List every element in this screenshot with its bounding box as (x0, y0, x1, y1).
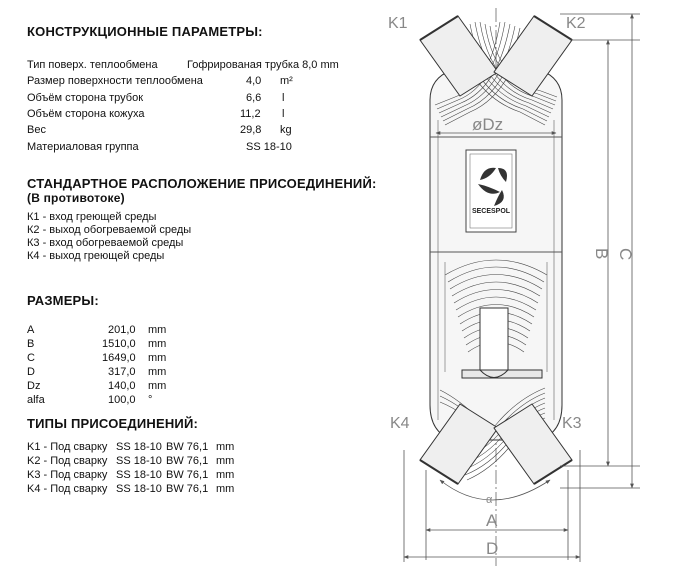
dim-value: 317,0 (108, 366, 136, 378)
param-label: Материаловая группа (27, 141, 139, 153)
label-c: C (616, 248, 635, 261)
seceespol-logo (466, 150, 516, 232)
connection-material: SS 18-10 (116, 441, 162, 453)
label-a: A (486, 511, 498, 530)
list-item: К3 - вход обогреваемой среды (27, 237, 184, 249)
layout-title: СТАНДАРТНОЕ РАСПОЛОЖЕНИЕ ПРИСОЕДИНЕНИЙ: (27, 176, 377, 191)
dim-value: 100,0 (108, 394, 136, 406)
param-unit: kg (280, 124, 292, 136)
param-unit: m² (280, 75, 293, 87)
param-unit: l (282, 108, 285, 120)
label-dz: øDz (472, 115, 504, 134)
connections-title: ТИПЫ ПРИСОЕДИНЕНИЙ: (27, 416, 199, 431)
dim-label: C (27, 352, 35, 364)
param-label: Объём сторона кожуха (27, 108, 145, 120)
connection-size: BW 76,1 (166, 455, 209, 467)
params-title: КОНСТРУКЦИОННЫЕ ПАРАМЕТРЫ: (27, 24, 263, 39)
param-label: Объём сторона трубок (27, 92, 144, 104)
layout-subtitle: (В противотоке) (27, 191, 125, 205)
list-item: К1 - вход греющей среды (27, 211, 157, 223)
logo-text: SECESPOL (471, 208, 511, 215)
dim-label: A (27, 324, 35, 336)
connection-size: BW 76,1 (166, 483, 209, 495)
label-k1: K1 (388, 15, 408, 32)
dim-label: Dz (27, 380, 41, 392)
param-value: 29,8 (240, 124, 262, 136)
connection-name: K3 - Под сварку (27, 469, 108, 481)
connection-name: K4 - Под сварку (27, 483, 108, 495)
dim-unit: mm (148, 366, 167, 378)
dim-value: 140,0 (108, 380, 136, 392)
list-item: К2 - выход обогреваемой среды (27, 224, 192, 236)
dim-unit: mm (148, 324, 167, 336)
param-value: SS 18-10 (246, 141, 292, 153)
label-k2: K2 (566, 15, 586, 32)
connection-unit: mm (216, 469, 235, 481)
label-alpha: α (486, 494, 493, 506)
dim-unit: mm (148, 338, 167, 350)
connection-size: BW 76,1 (166, 441, 209, 453)
dim-unit: mm (148, 352, 167, 364)
connection-name: K1 - Под сварку (27, 441, 108, 453)
param-value: Гофрированая трубка 8,0 mm (187, 59, 339, 71)
param-value: 6,6 (246, 92, 262, 104)
param-value: 4,0 (246, 75, 262, 87)
label-d: D (486, 539, 499, 558)
param-value: 11,2 (240, 108, 261, 120)
list-item: К4 - выход греющей среды (27, 250, 165, 262)
dim-label: D (27, 366, 35, 378)
connection-material: SS 18-10 (116, 455, 162, 467)
param-unit: l (282, 92, 285, 104)
dim-value: 201,0 (108, 324, 136, 336)
dim-label: B (27, 338, 35, 350)
dimensions-title: РАЗМЕРЫ: (27, 293, 99, 308)
connection-size: BW 76,1 (166, 469, 209, 481)
connection-unit: mm (216, 455, 235, 467)
dim-value: 1510,0 (102, 338, 136, 350)
connection-material: SS 18-10 (116, 483, 162, 495)
label-b: B (592, 248, 611, 260)
dim-label: alfa (27, 394, 45, 406)
connection-unit: mm (216, 483, 235, 495)
label-k4: K4 (390, 415, 410, 432)
dim-unit: mm (148, 380, 167, 392)
param-label: Вес (27, 124, 46, 136)
label-k3: K3 (562, 415, 582, 432)
connection-unit: mm (216, 441, 235, 453)
param-label: Размер поверхности теплообмена (27, 75, 203, 87)
dim-value: 1649,0 (102, 352, 136, 364)
connection-name: K2 - Под сварку (27, 455, 108, 467)
dim-unit: ° (148, 394, 153, 406)
param-label: Тип поверх. теплообмена (27, 59, 158, 71)
connection-material: SS 18-10 (116, 469, 162, 481)
